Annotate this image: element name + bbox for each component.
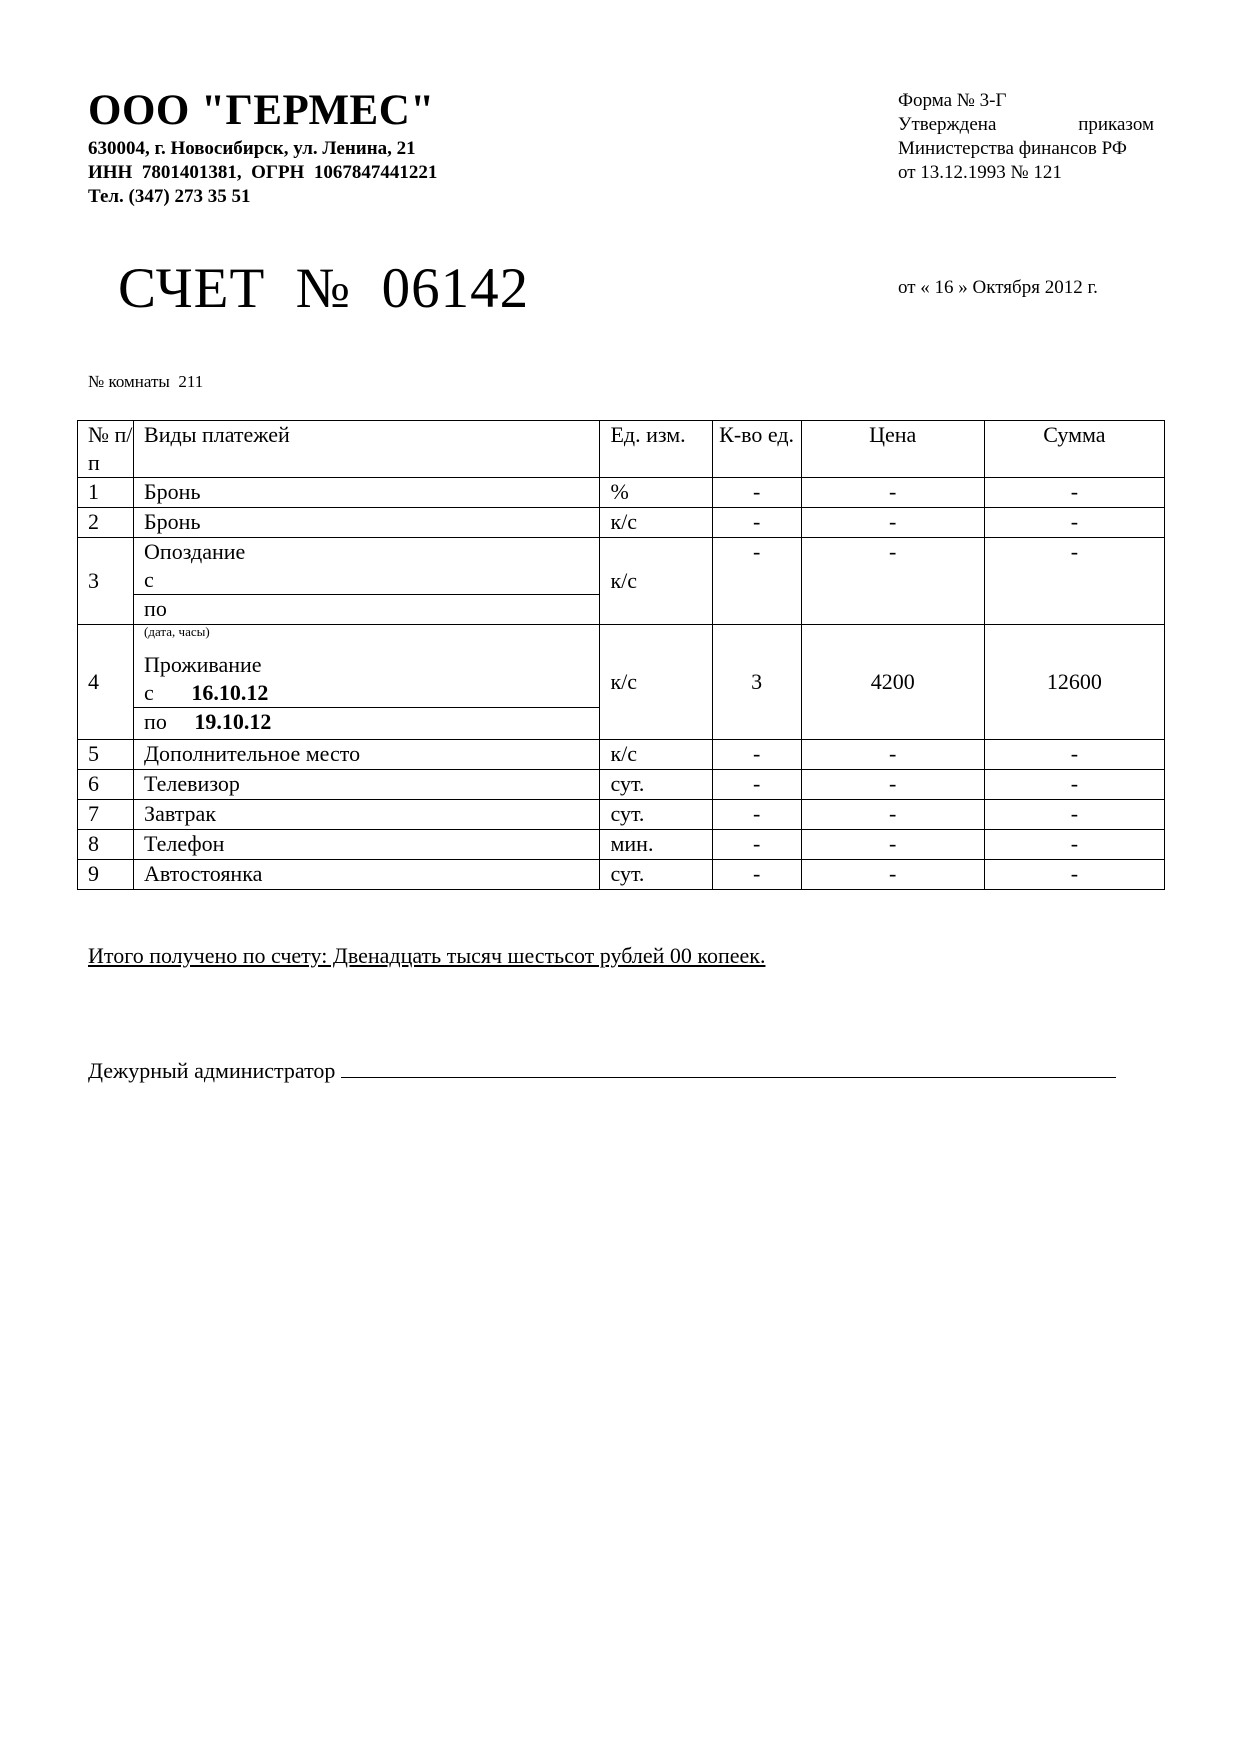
table-row <box>78 508 1165 538</box>
total-received-text: Итого получено по счету: Двенадцать тысяч шестьсот рублей 00 копеек. <box>88 943 766 968</box>
row-price: - <box>801 770 984 800</box>
row-to-label: по <box>134 594 599 623</box>
table-row <box>78 860 1165 890</box>
payments-table <box>77 420 1165 890</box>
row-unit: к/с <box>600 508 712 538</box>
form-order-word: приказом <box>1078 114 1154 135</box>
row-to-label: по <box>144 709 167 734</box>
row-name-cell <box>134 625 600 740</box>
row-num: 8 <box>78 830 134 860</box>
row-from-label: с <box>144 680 154 705</box>
form-approved <box>898 114 1154 136</box>
admin-label: Дежурный администратор <box>88 1058 336 1083</box>
row-price: - <box>801 508 984 538</box>
row-unit: % <box>600 478 712 508</box>
row-price: - <box>801 860 984 890</box>
row-name: Бронь <box>134 478 600 508</box>
company-ids: ИНН 7801401381, ОГРН 1067847441221 <box>88 162 438 183</box>
row-unit: сут. <box>600 770 712 800</box>
row-price: - <box>801 538 984 625</box>
row-qty: - <box>712 508 801 538</box>
row-name: Завтрак <box>134 800 600 830</box>
form-ministry: Министерства финансов РФ <box>898 138 1127 159</box>
table-row <box>78 740 1165 770</box>
invoice-date: от « 16 » Октября 2012 г. <box>898 277 1098 298</box>
row-qty: - <box>712 770 801 800</box>
row-num: 1 <box>78 478 134 508</box>
row-num: 9 <box>78 860 134 890</box>
row-unit: сут. <box>600 860 712 890</box>
row-price: - <box>801 830 984 860</box>
row-sum: - <box>984 538 1164 625</box>
row-note: (дата, часы) <box>144 624 210 639</box>
row-num: 4 <box>78 625 134 740</box>
row-unit: к/с <box>600 625 712 740</box>
row-num: 3 <box>78 538 134 625</box>
table-header-row <box>78 421 1165 478</box>
header-num: № п/п <box>78 421 134 478</box>
row-from-value: 16.10.12 <box>191 680 269 705</box>
table-row <box>78 538 1165 625</box>
header-sum: Сумма <box>984 421 1164 478</box>
row-sum: - <box>984 830 1164 860</box>
row-price: - <box>801 800 984 830</box>
row-qty: - <box>712 860 801 890</box>
row-unit: к/с <box>600 538 712 625</box>
company-address: 630004, г. Новосибирск, ул. Ленина, 21 <box>88 138 416 159</box>
row-price: - <box>801 478 984 508</box>
company-phone: Тел. (347) 273 35 51 <box>88 186 251 207</box>
row-sum: - <box>984 508 1164 538</box>
row-to <box>134 707 599 736</box>
form-approved-word: Утверждена <box>898 114 997 135</box>
row-qty: 3 <box>712 625 801 740</box>
row-sum: - <box>984 800 1164 830</box>
row-unit: мин. <box>600 830 712 860</box>
row-qty: - <box>712 538 801 625</box>
form-date: от 13.12.1993 № 121 <box>898 162 1062 183</box>
row-to-value: 19.10.12 <box>194 709 272 734</box>
row-price: - <box>801 740 984 770</box>
table-row <box>78 800 1165 830</box>
row-from <box>134 679 599 707</box>
row-name-cell <box>134 538 600 625</box>
form-number: Форма № 3-Г <box>898 90 1007 111</box>
row-unit: к/с <box>600 740 712 770</box>
table-row <box>78 770 1165 800</box>
header-price: Цена <box>801 421 984 478</box>
row-num: 6 <box>78 770 134 800</box>
company-name: ООО "ГЕРМЕС" <box>88 87 435 134</box>
row-unit: сут. <box>600 800 712 830</box>
header-qty: К-во ед. <box>712 421 801 478</box>
row-name: Телефон <box>134 830 600 860</box>
table-row <box>78 830 1165 860</box>
row-from-label: с <box>144 567 154 592</box>
row-num: 2 <box>78 508 134 538</box>
row-price: 4200 <box>801 625 984 740</box>
header-unit: Ед. изм. <box>600 421 712 478</box>
row-name: Проживание <box>144 652 262 677</box>
row-name: Автостоянка <box>134 860 600 890</box>
row-sum: - <box>984 740 1164 770</box>
table-row <box>78 478 1165 508</box>
row-qty: - <box>712 830 801 860</box>
admin-signature <box>88 1057 1116 1084</box>
row-qty: - <box>712 800 801 830</box>
row-qty: - <box>712 478 801 508</box>
invoice-title: СЧЕТ № 06142 <box>118 257 530 320</box>
row-sum: 12600 <box>984 625 1164 740</box>
row-sum: - <box>984 478 1164 508</box>
row-name: Бронь <box>134 508 600 538</box>
row-sum: - <box>984 860 1164 890</box>
row-sum: - <box>984 770 1164 800</box>
room-number: № комнаты 211 <box>88 372 204 391</box>
table-row <box>78 625 1165 740</box>
signature-line <box>341 1057 1116 1078</box>
row-num: 7 <box>78 800 134 830</box>
row-name: Телевизор <box>134 770 600 800</box>
row-name: Опоздание <box>144 539 246 564</box>
row-name: Дополнительное место <box>134 740 600 770</box>
header-name: Виды платежей <box>134 421 600 478</box>
row-num: 5 <box>78 740 134 770</box>
row-qty: - <box>712 740 801 770</box>
